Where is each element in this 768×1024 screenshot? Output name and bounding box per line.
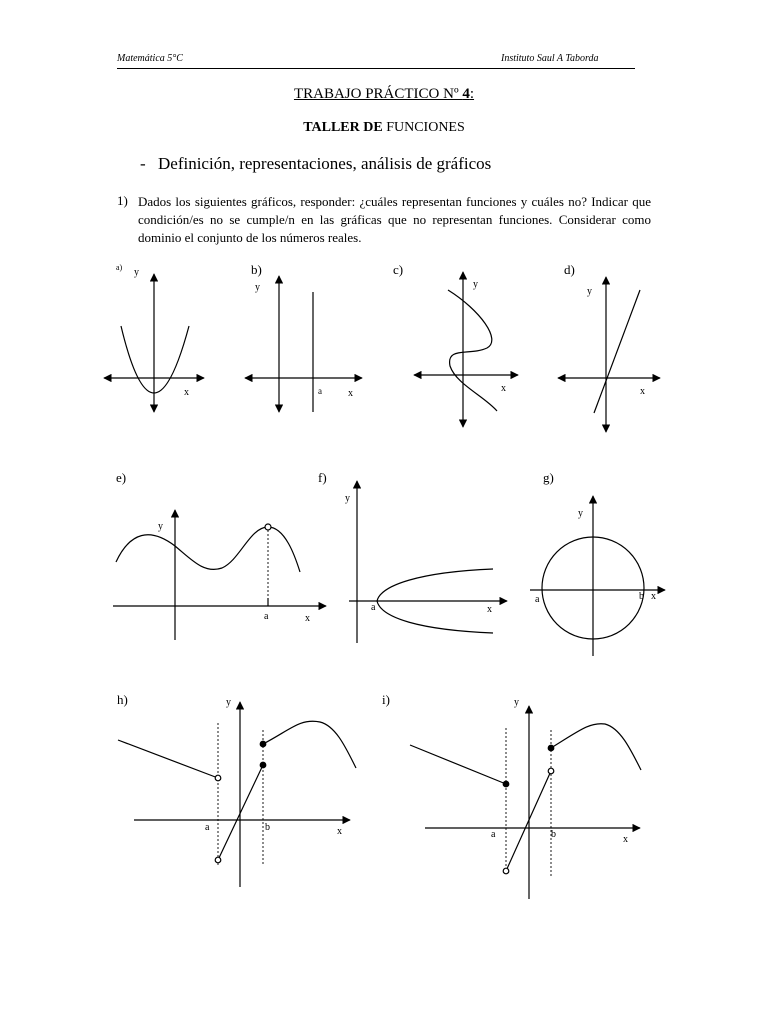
graph-c-y-label: y	[473, 279, 478, 290]
graph-h-open-point-2	[215, 857, 221, 863]
title-number: 4	[462, 86, 470, 102]
graph-a-y-label: y	[134, 267, 139, 278]
section-text: Definición, representaciones, análisis de gráficos	[158, 154, 492, 173]
graph-h-y-label: y	[226, 697, 231, 708]
graph-f-x-label: x	[487, 604, 492, 615]
graph-f-label: f)	[318, 470, 327, 485]
graph-e-open-point	[265, 524, 271, 530]
graph-h-right-curve	[263, 721, 356, 768]
graph-i	[410, 697, 641, 899]
graph-i-b-label: b	[551, 829, 556, 840]
graph-b-y-label: y	[255, 282, 260, 293]
graph-b-a-label: a	[318, 386, 322, 396]
graph-a-x-label: x	[184, 387, 189, 398]
title-suffix: :	[469, 86, 475, 102]
graph-i-y-label: y	[514, 697, 519, 708]
graph-f-a-label: a	[371, 602, 376, 613]
graph-h-label: h)	[117, 692, 128, 707]
graph-g-a-label: a	[535, 594, 540, 605]
graph-h-a-label: a	[205, 822, 210, 833]
graph-b	[245, 276, 362, 412]
graph-e-a-label: a	[264, 611, 269, 622]
graph-g-label: g)	[543, 470, 554, 485]
graph-e-label: e)	[116, 470, 127, 485]
header-course: Matemática 5°C	[117, 53, 183, 64]
graph-d	[558, 277, 660, 432]
graph-a-curve	[121, 326, 189, 393]
header-institution: Instituto Saul A Taborda	[501, 53, 599, 64]
graph-i-open-point-1	[503, 868, 509, 874]
graph-i-a-label: a	[491, 829, 496, 840]
graph-i-left-segment	[410, 745, 506, 784]
question-number: 1)	[117, 193, 128, 208]
subtitle-rest: FUNCIONES	[382, 120, 465, 135]
graph-e-y-label: y	[158, 521, 163, 532]
graph-h-open-point-1	[215, 775, 221, 781]
graph-d-line	[594, 290, 640, 413]
graph-b-x-label: x	[348, 388, 353, 399]
graph-g-y-label: y	[578, 508, 583, 519]
section-dash: -	[140, 154, 146, 173]
graph-h-left-segment	[118, 740, 218, 778]
graph-c-label: c)	[393, 262, 404, 277]
subtitle-bold: TALLER DE	[303, 120, 383, 135]
graph-d-y-label: y	[587, 286, 592, 297]
graph-i-x-label: x	[623, 834, 628, 845]
graph-d-x-label: x	[640, 386, 645, 397]
graph-i-closed-point-1	[503, 781, 509, 787]
title-prefix: TRABAJO PRÁCTICO Nº	[293, 86, 463, 102]
graph-i-label: i)	[382, 692, 390, 707]
graph-e-curve	[116, 527, 300, 572]
graph-g-b-label: b	[639, 591, 644, 602]
graph-c-curve	[448, 290, 497, 411]
graph-h	[118, 697, 356, 887]
graph-g	[530, 496, 665, 656]
graph-i-closed-point-2	[548, 745, 554, 751]
graph-h-closed-point-2	[260, 741, 266, 747]
graph-h-closed-point-1	[260, 762, 266, 768]
question-text: Dados los siguientes gráficos, responder: ¿cuáles representan funciones y cuáles no? Indicar que condición/es no se cumple/n en las gráficas que no representan funciones. Considerar como dominio el conjunto de los números reales.	[138, 194, 651, 245]
graph-i-open-point-2	[548, 768, 554, 774]
graph-a	[104, 267, 204, 412]
graph-a-label: a)	[116, 263, 123, 272]
graph-e-x-label: x	[305, 613, 310, 624]
graph-h-x-label: x	[337, 826, 342, 837]
graph-g-x-label: x	[651, 591, 656, 602]
graph-c	[414, 272, 518, 427]
graph-c-x-label: x	[501, 383, 506, 394]
graph-e	[113, 510, 326, 640]
graph-i-right-curve	[551, 724, 641, 770]
graph-b-label: b)	[251, 262, 262, 277]
graph-f	[345, 481, 507, 643]
graph-f-y-label: y	[345, 493, 350, 504]
graph-h-b-label: b	[265, 822, 270, 833]
graph-d-label: d)	[564, 262, 575, 277]
